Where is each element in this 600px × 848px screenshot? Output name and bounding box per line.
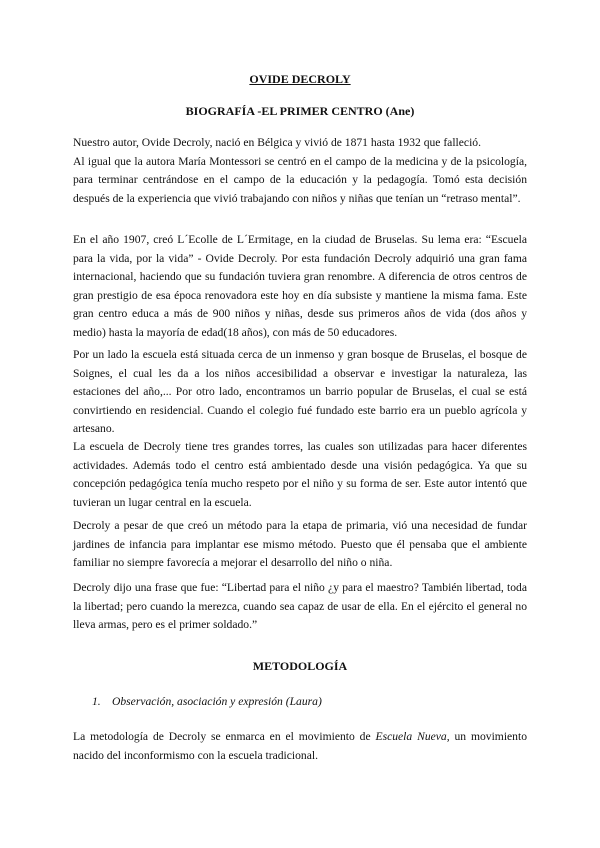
paragraph-method: Decroly a pesar de que creó un método para la etapa de primaria, vió una necesidad de fundar jardines de infancia para implantar ese mismo método. Puesto que él pensaba que el ambiente familiar no siempre favorecía a mejorar el desarrollo del niño o niña. [73,519,527,570]
list-item-number: 1. [92,695,101,708]
list-item-observacion [92,693,522,712]
list-item-text: Observación, asociación y expresión (Laura) [112,695,322,708]
paragraph-towers: La escuela de Decroly tiene tres grandes torres, las cuales son utilizadas para hacer diferentes actividades. Además todo el centro está ambientado desde una visión pedagógica. Ya que su concepción pedagógica tenía mucho respeto por el niño y su forma de ser. Este autor intentó que tuvieran un lugar central en la escuela. [73,440,527,509]
paragraph-metodologia-end: un movimiento nacido del inconformismo con la escuela tradicional. [73,730,527,762]
section-title-biografia: BIOGRAFÍA -EL PRIMER CENTRO (Ane) [185,104,415,118]
paragraph-intro [73,134,527,208]
paragraph-quote: Decroly dijo una frase que fue: “Libertad para el niño ¿y para el maestro? También libertad, toda la libertad; pero cuando la merezca, cuando sea capaz de usar de ella. En el ejército el general no lleva armas, pero es el primer soldado.” [73,581,527,632]
paragraph-location: Por un lado la escuela está situada cerca de un inmenso y gran bosque de Bruselas, el bosque de Soignes, el cual les da a los niños accesibilidad a observar e investigar la naturaleza, las estaciones del año,... Por otro lado, encontramos un barrio popular de Bruselas, el cual se está convirtiendo en residencial. Cuando el colegio fué fundado este barrio era un pueblo agrícola y artesano. [73,348,527,436]
section-title-metodologia: METODOLOGÍA [252,659,348,673]
paragraph-ecole: En el año 1907, creó L´Ecolle de L´Ermitage, en la ciudad de Bruselas. Su lema era: “Escuela para la vida, por la vida” - Ovide Decroly. Por esta fundación Decroly adquirió una gran fama internacional, haciendo que su fundación tuviera gran renombre. A diferencia de otros centros de gran prestigio de esa época renovadora este hoy en día subsiste y mantiene la misma fama. Este gran centro educa a más de 900 niños y niñas, desde sus primeros años de vida (dos años y medio) hasta la mayoría de edad(18 años), con más de 50 educadores. [73,233,527,339]
paragraph-intro-line-1: Nuestro autor, Ovide Decroly, nació en Bélgica y vivió de 1871 hasta 1932 que falleció. [73,136,481,149]
document-title: OVIDE DECROLY [249,72,351,86]
paragraph-intro-body: Al igual que la autora María Montessori se centró en el campo de la medicina y de la psicología, para terminar centrándose en el campo de la educación y la pedagogía. Tomó esta decisión después de la experiencia que vivió trabajando con niños y niñas que tenían un “retraso mental”. [73,154,527,205]
paragraph-metodologia-start: La metodología de Decroly se enmarca en el movimiento de [73,730,376,743]
paragraph-metodologia [73,728,527,765]
escuela-nueva-emphasis: Escuela Nueva, [375,730,450,743]
